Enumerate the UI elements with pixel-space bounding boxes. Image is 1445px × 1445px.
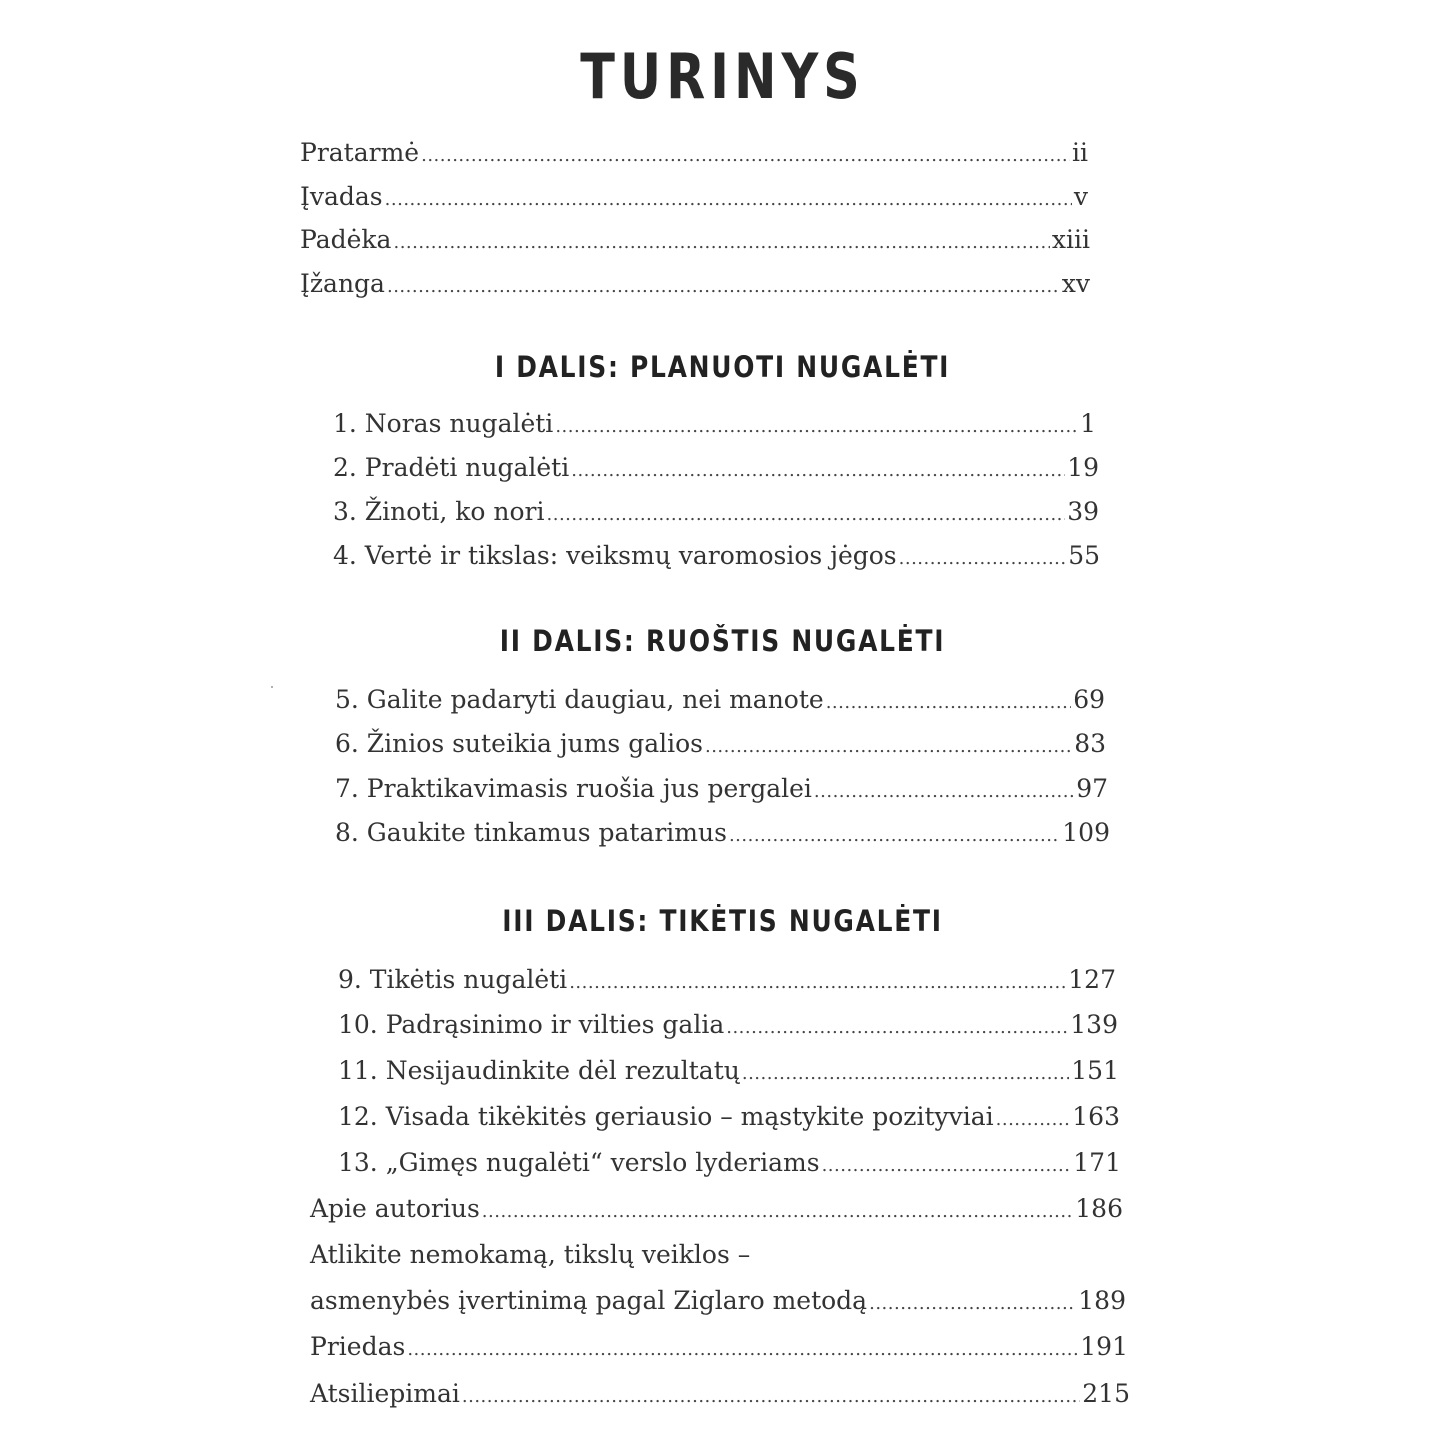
toc-entry[interactable]	[335, 682, 1105, 718]
toc-entry[interactable]	[310, 1376, 1130, 1412]
toc-entry[interactable]	[333, 406, 1096, 442]
entry-page: 139	[1070, 1010, 1118, 1039]
dot-leader	[555, 409, 1078, 445]
entry-label: Atlikite nemokamą, tikslų veiklos –	[310, 1240, 751, 1269]
entry-page: 97	[1076, 774, 1108, 803]
entry-page: 171	[1073, 1148, 1121, 1177]
dot-leader	[393, 225, 1049, 261]
dot-leader	[726, 1010, 1068, 1046]
toc-entry[interactable]	[335, 726, 1106, 762]
entry-page: 109	[1062, 818, 1110, 847]
toc-entry[interactable]	[338, 1053, 1119, 1089]
dot-leader	[729, 818, 1060, 854]
entry-page: v	[1073, 182, 1088, 211]
entry-page: xv	[1061, 269, 1090, 298]
dot-leader	[482, 1194, 1074, 1230]
dot-leader	[569, 965, 1066, 1001]
toc-entry[interactable]	[338, 1145, 1121, 1181]
entry-page: 215	[1082, 1379, 1130, 1408]
entry-page: 39	[1067, 497, 1099, 526]
toc-entry[interactable]	[333, 538, 1100, 574]
entry-page: 186	[1075, 1194, 1123, 1223]
entry-label: 6. Žinios suteikia jums galios	[335, 729, 703, 758]
toc-entry[interactable]	[335, 815, 1110, 851]
entry-label: 8. Gaukite tinkamus patarimus	[335, 818, 727, 847]
entry-label: Atsiliepimai	[310, 1379, 460, 1408]
entry-label: 1. Noras nugalėti	[333, 409, 554, 438]
toc-entry[interactable]	[338, 962, 1116, 998]
dot-leader	[547, 497, 1066, 533]
entry-page: 189	[1078, 1286, 1126, 1315]
dot-leader	[814, 774, 1074, 810]
entry-label: 11. Nesijaudinkite dėl rezultatų	[338, 1056, 740, 1085]
toc-entry[interactable]	[310, 1283, 1126, 1319]
entry-label: 10. Padrąsinimo ir vilties galia	[338, 1010, 725, 1039]
dot-leader	[571, 453, 1065, 489]
toc-entry[interactable]	[300, 222, 1090, 258]
dot-leader	[421, 138, 1070, 174]
entry-label: asmenybės įvertinimą pagal Ziglaro metodą	[310, 1286, 868, 1315]
dot-leader	[705, 729, 1072, 765]
entry-label: 4. Vertė ir tikslas: veiksmų varomosios jėgos	[333, 541, 897, 570]
toc-entry[interactable]	[300, 135, 1088, 171]
entry-page: 127	[1068, 965, 1116, 994]
entry-page: 163	[1072, 1102, 1120, 1131]
dot-leader	[822, 1148, 1072, 1184]
dot-leader	[385, 182, 1072, 218]
part-heading: III DALIS: TIKĖTIS NUGALĖTI	[502, 904, 943, 938]
entry-page: 69	[1073, 685, 1105, 714]
dot-leader	[869, 1286, 1076, 1322]
entry-label: 7. Praktikavimasis ruošia jus pergalei	[335, 774, 812, 803]
toc-entry[interactable]	[335, 771, 1108, 807]
entry-page: 191	[1080, 1332, 1128, 1361]
toc-entry[interactable]	[310, 1329, 1128, 1365]
entry-label: Įžanga	[300, 269, 385, 298]
entry-page: 19	[1067, 453, 1099, 482]
entry-label: Įvadas	[300, 182, 383, 211]
dot-leader	[462, 1379, 1080, 1415]
entry-page: 151	[1071, 1056, 1119, 1085]
dot-leader	[742, 1056, 1069, 1092]
part-heading: I DALIS: PLANUOTI NUGALĖTI	[494, 350, 951, 384]
dot-leader	[826, 685, 1072, 721]
toc-entry[interactable]	[310, 1191, 1123, 1227]
entry-label: 13. „Gimęs nugalėti“ verslo lyderiams	[338, 1148, 820, 1177]
part-heading: II DALIS: RUOŠTIS NUGALĖTI	[499, 624, 946, 658]
dot-leader	[996, 1102, 1071, 1138]
paper-speck	[271, 686, 273, 688]
toc-entry[interactable]	[333, 450, 1099, 486]
toc-entry[interactable]	[300, 179, 1088, 215]
entry-label: 2. Pradėti nugalėti	[333, 453, 570, 482]
dot-leader	[407, 1332, 1078, 1368]
dot-leader	[899, 541, 1067, 577]
toc-entry[interactable]	[338, 1007, 1118, 1043]
dot-leader	[387, 269, 1060, 305]
toc-entry[interactable]	[333, 494, 1099, 530]
entry-label: Apie autorius	[310, 1194, 480, 1223]
entry-page: 83	[1074, 729, 1106, 758]
entry-page: xiii	[1051, 225, 1090, 254]
toc-entry[interactable]	[310, 1237, 1123, 1273]
entry-label: Padėka	[300, 225, 392, 254]
toc-entry[interactable]	[338, 1099, 1120, 1135]
entry-label: Priedas	[310, 1332, 406, 1361]
entry-page: 1	[1080, 409, 1096, 438]
entry-label: 3. Žinoti, ko nori	[333, 497, 545, 526]
entry-label: Pratarmė	[300, 138, 420, 167]
entry-label: 9. Tikėtis nugalėti	[338, 965, 568, 994]
entry-label: 12. Visada tikėkitės geriausio – mąstykite pozityviai	[338, 1102, 994, 1131]
entry-label: 5. Galite padaryti daugiau, nei manote	[335, 685, 824, 714]
entry-page: 55	[1068, 541, 1100, 570]
entry-page: ii	[1072, 138, 1088, 167]
page-title: TURINYS	[580, 40, 865, 113]
toc-entry[interactable]	[300, 266, 1090, 302]
